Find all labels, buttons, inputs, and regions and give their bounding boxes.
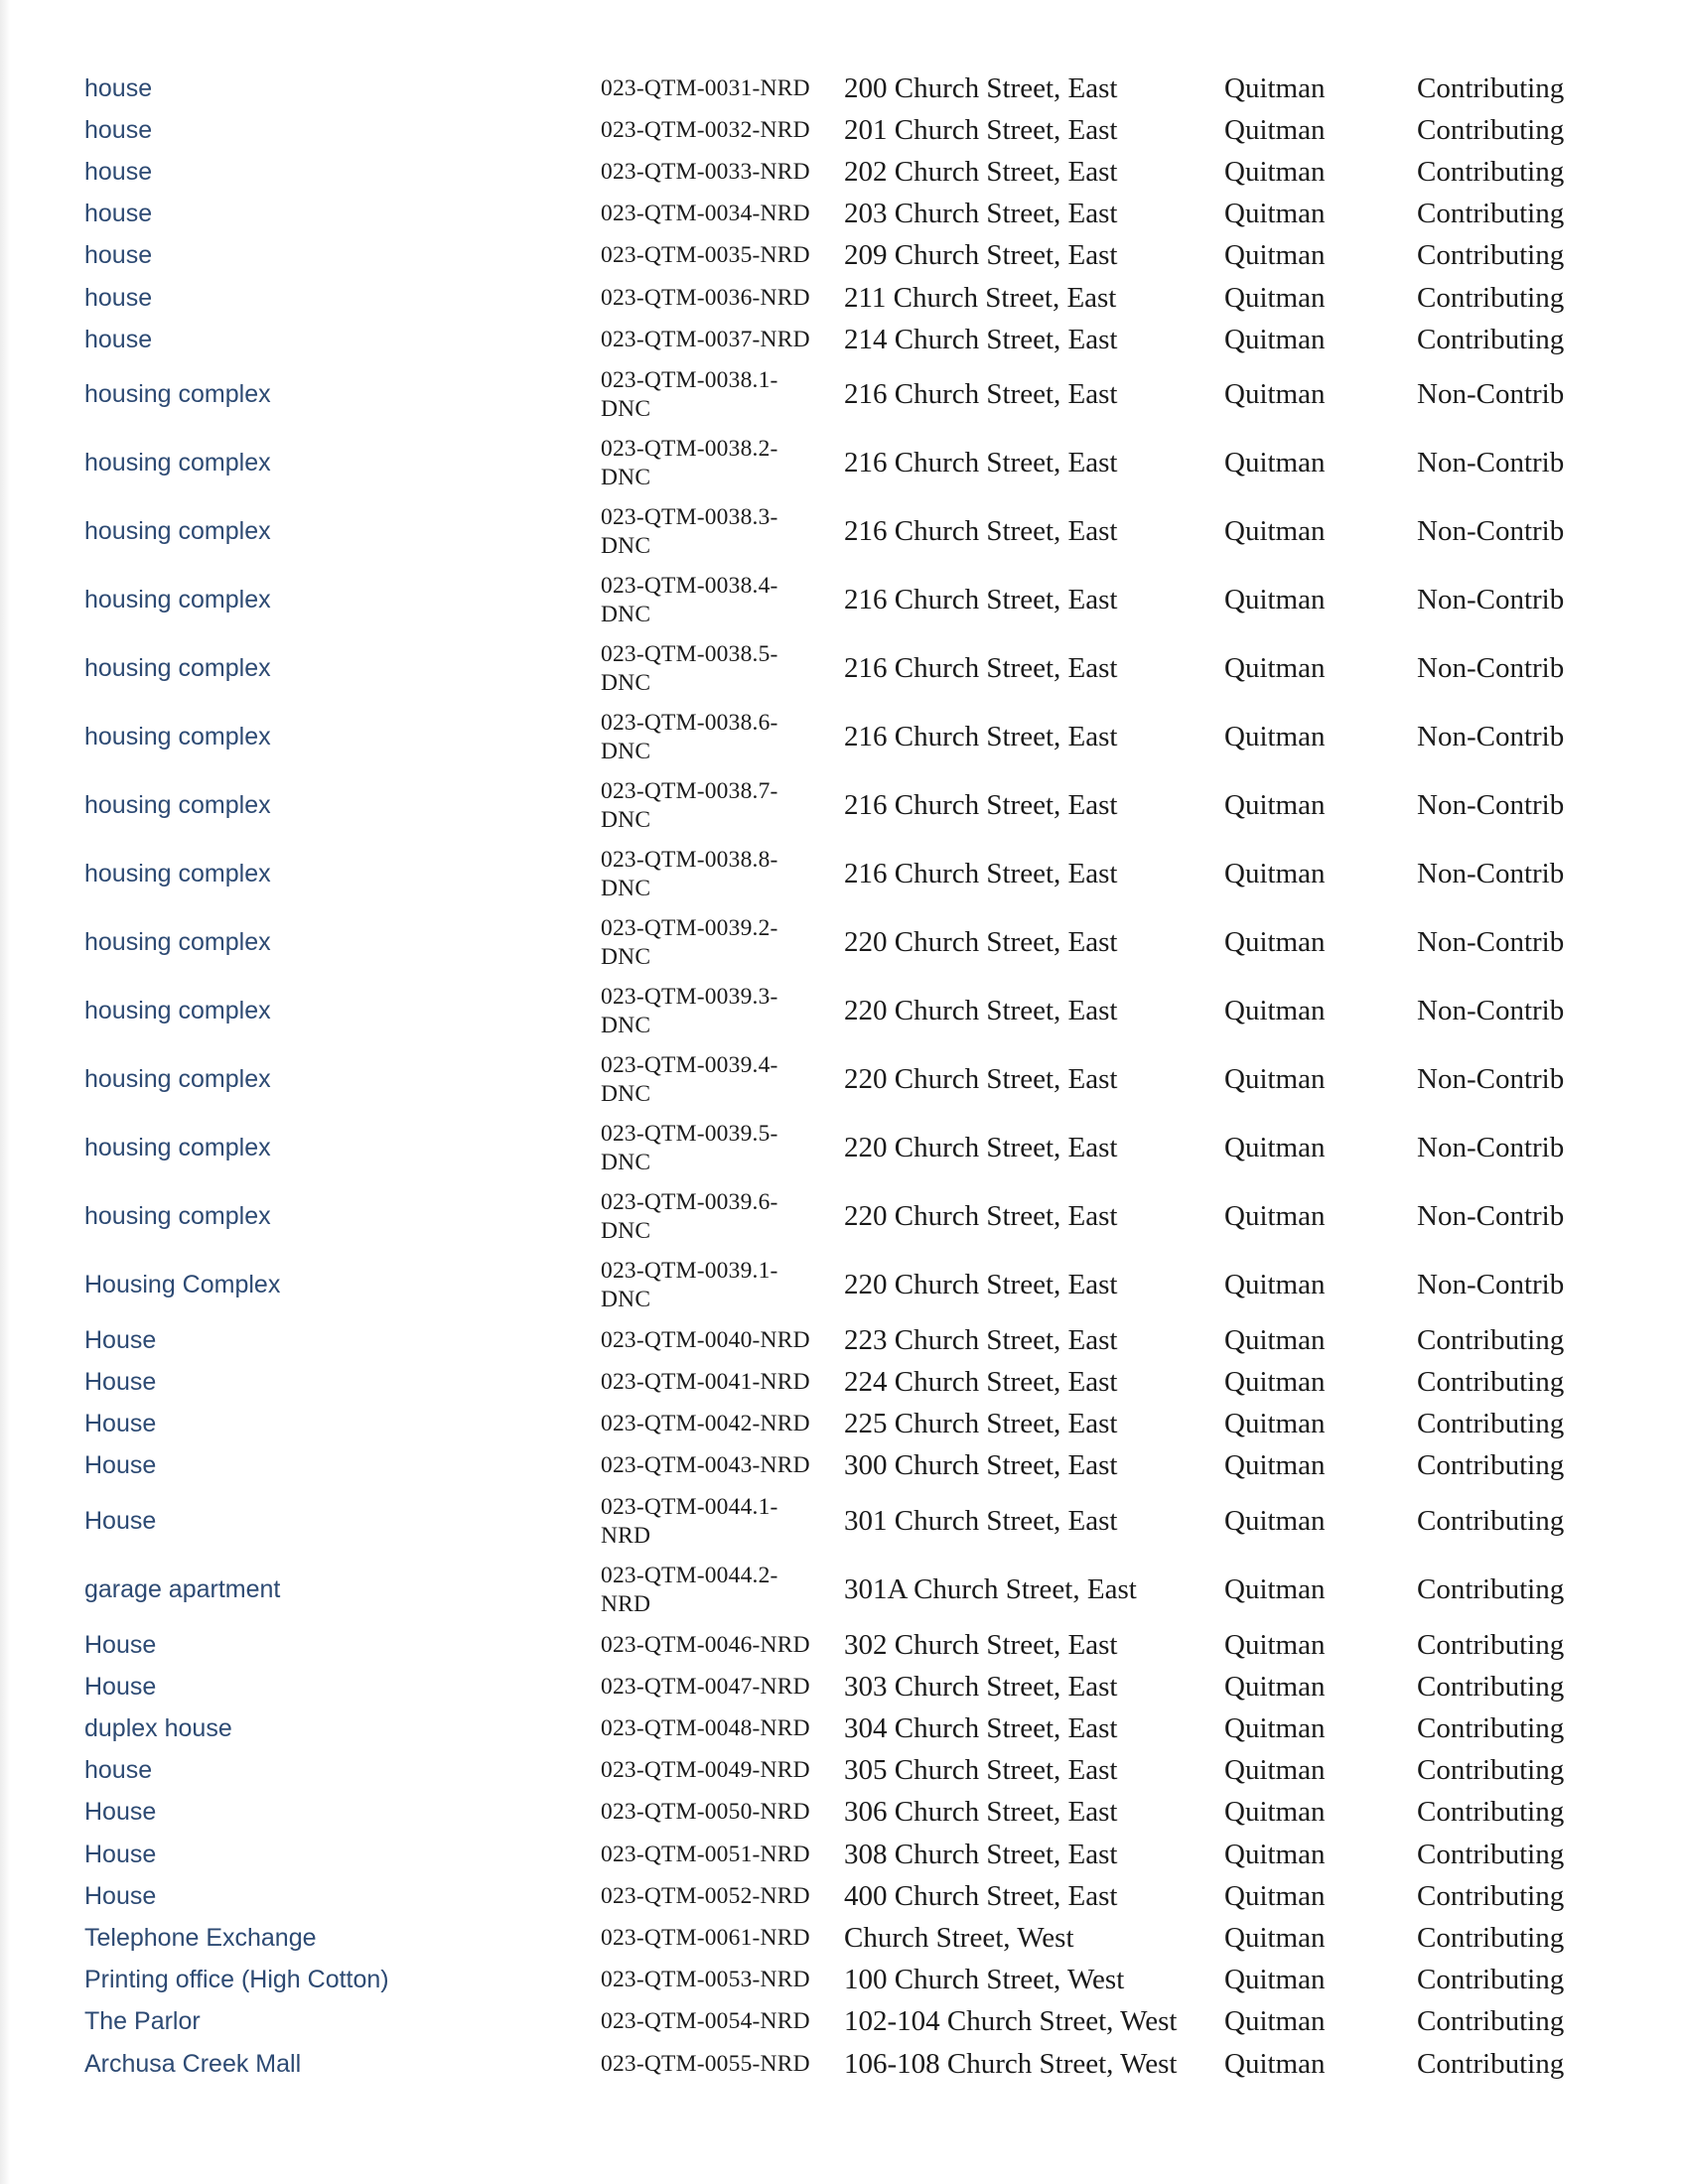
table-row (0, 68, 1688, 109)
status-cell: Non-Contrib (1417, 1200, 1565, 1233)
city-cell: Quitman (1224, 113, 1326, 146)
resource-type-cell: Telephone Exchange (84, 1923, 317, 1952)
city-cell: Quitman (1224, 1628, 1326, 1661)
resource-id-cell: 023-QTM-0061-NRD (601, 1924, 810, 1951)
address-cell: 302 Church Street, East (844, 1628, 1118, 1661)
table-row (0, 840, 1688, 908)
resource-id-cell: 023-QTM-0047-NRD (601, 1673, 810, 1700)
resource-id-cell: 023-QTM-0046-NRD (601, 1631, 810, 1658)
address-cell: 214 Church Street, East (844, 323, 1118, 355)
table-row (0, 1445, 1688, 1487)
address-cell: 106-108 Church Street, West (844, 2047, 1178, 2080)
resource-type-cell: House (84, 1368, 157, 1397)
city-cell: Quitman (1224, 378, 1326, 411)
address-cell: 300 Church Street, East (844, 1449, 1118, 1482)
status-cell: Contributing (1417, 1838, 1565, 1870)
resource-type-cell: housing complex (84, 997, 271, 1025)
table-row (0, 1707, 1688, 1749)
resource-type-cell: house (84, 241, 153, 270)
status-cell: Non-Contrib (1417, 789, 1565, 822)
address-cell: 308 Church Street, East (844, 1838, 1118, 1870)
address-cell: 211 Church Street, East (844, 281, 1117, 314)
address-cell: 223 Church Street, East (844, 1323, 1118, 1356)
table-row (0, 194, 1688, 235)
city-cell: Quitman (1224, 1670, 1326, 1703)
status-cell: Non-Contrib (1417, 378, 1565, 411)
city-cell: Quitman (1224, 1838, 1326, 1870)
table-row (0, 703, 1688, 771)
table-row (0, 1875, 1688, 1917)
status-cell: Contributing (1417, 1449, 1565, 1482)
city-cell: Quitman (1224, 1366, 1326, 1399)
resource-id-cell: 023-QTM-0031-NRD (601, 74, 810, 101)
city-cell: Quitman (1224, 71, 1326, 104)
table-row (0, 360, 1688, 429)
resource-id-cell: 023-QTM-0048-NRD (601, 1715, 810, 1742)
resource-type-cell: housing complex (84, 517, 271, 546)
resource-id-cell: 023-QTM-0038.8-DNC (601, 846, 778, 901)
resource-type-cell: Printing office (High Cotton) (84, 1966, 389, 1994)
resource-type-cell: Housing Complex (84, 1271, 281, 1299)
resource-id-cell: 023-QTM-0032-NRD (601, 116, 810, 143)
table-row (0, 1362, 1688, 1404)
resource-type-cell: House (84, 1507, 157, 1536)
resource-type-cell: housing complex (84, 380, 271, 409)
resource-type-cell: housing complex (84, 860, 271, 888)
table-row (0, 1251, 1688, 1319)
resource-id-cell: 023-QTM-0049-NRD (601, 1757, 810, 1784)
table-row (0, 1792, 1688, 1834)
city-cell: Quitman (1224, 652, 1326, 685)
address-cell: 400 Church Street, East (844, 1879, 1118, 1912)
resource-type-cell: House (84, 1672, 157, 1701)
status-cell: Contributing (1417, 1628, 1565, 1661)
city-cell: Quitman (1224, 1754, 1326, 1787)
table-row (0, 1834, 1688, 1875)
address-cell: 216 Church Street, East (844, 721, 1118, 753)
city-cell: Quitman (1224, 584, 1326, 616)
resource-id-cell: 023-QTM-0039.6-DNC (601, 1188, 778, 1244)
address-cell: 220 Church Street, East (844, 995, 1118, 1027)
resource-id-cell: 023-QTM-0039.4-DNC (601, 1051, 778, 1107)
table-row (0, 319, 1688, 360)
address-cell: 301 Church Street, East (844, 1505, 1118, 1538)
resource-type-cell: house (84, 115, 153, 144)
address-cell: 216 Church Street, East (844, 515, 1118, 548)
address-cell: 202 Church Street, East (844, 155, 1118, 188)
status-cell: Contributing (1417, 1964, 1565, 1996)
table-row (0, 2001, 1688, 2043)
table-row (0, 1114, 1688, 1182)
resource-id-cell: 023-QTM-0037-NRD (601, 326, 810, 352)
address-cell: Church Street, West (844, 1921, 1074, 1954)
resource-id-cell: 023-QTM-0038.2-DNC (601, 435, 778, 490)
city-cell: Quitman (1224, 198, 1326, 230)
city-cell: Quitman (1224, 995, 1326, 1027)
status-cell: Contributing (1417, 1670, 1565, 1703)
city-cell: Quitman (1224, 721, 1326, 753)
resource-type-cell: housing complex (84, 586, 271, 614)
resource-id-cell: 023-QTM-0039.1-DNC (601, 1257, 778, 1312)
table-row (0, 1917, 1688, 1959)
city-cell: Quitman (1224, 1063, 1326, 1096)
city-cell: Quitman (1224, 1964, 1326, 1996)
address-cell: 100 Church Street, West (844, 1964, 1125, 1996)
resource-table (0, 68, 1688, 2085)
resource-id-cell: 023-QTM-0035-NRD (601, 242, 810, 269)
resource-id-cell: 023-QTM-0042-NRD (601, 1411, 810, 1437)
resource-id-cell: 023-QTM-0050-NRD (601, 1799, 810, 1826)
status-cell: Non-Contrib (1417, 584, 1565, 616)
city-cell: Quitman (1224, 447, 1326, 479)
resource-type-cell: housing complex (84, 1134, 271, 1162)
city-cell: Quitman (1224, 1505, 1326, 1538)
resource-type-cell: House (84, 1410, 157, 1438)
resource-id-cell: 023-QTM-0033-NRD (601, 158, 810, 185)
resource-id-cell: 023-QTM-0053-NRD (601, 1967, 810, 1993)
status-cell: Non-Contrib (1417, 926, 1565, 959)
resource-id-cell: 023-QTM-0044.1-NRD (601, 1493, 778, 1549)
city-cell: Quitman (1224, 323, 1326, 355)
resource-type-cell: house (84, 1756, 153, 1785)
city-cell: Quitman (1224, 1408, 1326, 1440)
resource-id-cell: 023-QTM-0038.3-DNC (601, 503, 778, 559)
status-cell: Non-Contrib (1417, 858, 1565, 890)
city-cell: Quitman (1224, 926, 1326, 959)
status-cell: Contributing (1417, 198, 1565, 230)
address-cell: 216 Church Street, East (844, 652, 1118, 685)
address-cell: 102-104 Church Street, West (844, 2005, 1178, 2038)
address-cell: 203 Church Street, East (844, 198, 1118, 230)
resource-id-cell: 023-QTM-0040-NRD (601, 1326, 810, 1353)
status-cell: Contributing (1417, 281, 1565, 314)
resource-id-cell: 023-QTM-0039.3-DNC (601, 983, 778, 1038)
table-row (0, 634, 1688, 703)
address-cell: 301A Church Street, East (844, 1573, 1137, 1606)
resource-type-cell: house (84, 73, 153, 102)
status-cell: Non-Contrib (1417, 1269, 1565, 1301)
status-cell: Contributing (1417, 2047, 1565, 2080)
resource-type-cell: House (84, 1630, 157, 1659)
resource-id-cell: 023-QTM-0043-NRD (601, 1452, 810, 1479)
resource-type-cell: The Parlor (84, 2007, 201, 2036)
address-cell: 209 Church Street, East (844, 239, 1118, 272)
resource-id-cell: 023-QTM-0034-NRD (601, 201, 810, 227)
resource-type-cell: housing complex (84, 1065, 271, 1094)
address-cell: 216 Church Street, East (844, 447, 1118, 479)
address-cell: 220 Church Street, East (844, 926, 1118, 959)
address-cell: 220 Church Street, East (844, 1269, 1118, 1301)
status-cell: Contributing (1417, 2005, 1565, 2038)
status-cell: Non-Contrib (1417, 1132, 1565, 1164)
address-cell: 306 Church Street, East (844, 1796, 1118, 1829)
status-cell: Contributing (1417, 71, 1565, 104)
address-cell: 220 Church Street, East (844, 1200, 1118, 1233)
status-cell: Contributing (1417, 1323, 1565, 1356)
table-row (0, 1750, 1688, 1792)
address-cell: 303 Church Street, East (844, 1670, 1118, 1703)
city-cell: Quitman (1224, 281, 1326, 314)
address-cell: 225 Church Street, East (844, 1408, 1118, 1440)
city-cell: Quitman (1224, 2047, 1326, 2080)
address-cell: 220 Church Street, East (844, 1132, 1118, 1164)
city-cell: Quitman (1224, 1269, 1326, 1301)
resource-id-cell: 023-QTM-0038.7-DNC (601, 777, 778, 833)
address-cell: 200 Church Street, East (844, 71, 1118, 104)
resource-id-cell: 023-QTM-0051-NRD (601, 1841, 810, 1867)
resource-type-cell: House (84, 1325, 157, 1354)
resource-type-cell: housing complex (84, 449, 271, 478)
resource-type-cell: duplex house (84, 1714, 232, 1743)
address-cell: 216 Church Street, East (844, 789, 1118, 822)
city-cell: Quitman (1224, 1132, 1326, 1164)
city-cell: Quitman (1224, 1796, 1326, 1829)
address-cell: 305 Church Street, East (844, 1754, 1118, 1787)
status-cell: Non-Contrib (1417, 515, 1565, 548)
table-row (0, 1556, 1688, 1624)
resource-type-cell: housing complex (84, 928, 271, 957)
table-row (0, 151, 1688, 193)
resource-id-cell: 023-QTM-0055-NRD (601, 2050, 810, 2077)
table-row (0, 497, 1688, 566)
resource-id-cell: 023-QTM-0036-NRD (601, 284, 810, 311)
city-cell: Quitman (1224, 1449, 1326, 1482)
table-row (0, 1960, 1688, 2001)
resource-id-cell: 023-QTM-0039.5-DNC (601, 1120, 778, 1175)
address-cell: 220 Church Street, East (844, 1063, 1118, 1096)
table-row (0, 1182, 1688, 1251)
city-cell: Quitman (1224, 1921, 1326, 1954)
resource-type-cell: garage apartment (84, 1575, 281, 1604)
city-cell: Quitman (1224, 789, 1326, 822)
city-cell: Quitman (1224, 515, 1326, 548)
city-cell: Quitman (1224, 1712, 1326, 1745)
status-cell: Contributing (1417, 113, 1565, 146)
resource-type-cell: House (84, 1798, 157, 1827)
table-row (0, 1045, 1688, 1114)
status-cell: Non-Contrib (1417, 447, 1565, 479)
resource-type-cell: housing complex (84, 791, 271, 820)
resource-id-cell: 023-QTM-0041-NRD (601, 1369, 810, 1396)
status-cell: Contributing (1417, 1573, 1565, 1606)
status-cell: Contributing (1417, 1712, 1565, 1745)
city-cell: Quitman (1224, 1323, 1326, 1356)
status-cell: Non-Contrib (1417, 995, 1565, 1027)
resource-type-cell: Archusa Creek Mall (84, 2049, 302, 2078)
address-cell: 201 Church Street, East (844, 113, 1118, 146)
status-cell: Contributing (1417, 323, 1565, 355)
status-cell: Contributing (1417, 1408, 1565, 1440)
table-row (0, 2043, 1688, 2085)
status-cell: Contributing (1417, 155, 1565, 188)
resource-type-cell: house (84, 325, 153, 353)
resource-id-cell: 023-QTM-0038.6-DNC (601, 709, 778, 764)
city-cell: Quitman (1224, 2005, 1326, 2038)
status-cell: Contributing (1417, 1754, 1565, 1787)
table-row (0, 109, 1688, 151)
resource-type-cell: housing complex (84, 723, 271, 751)
table-row (0, 566, 1688, 634)
table-row (0, 277, 1688, 319)
table-row (0, 235, 1688, 277)
status-cell: Contributing (1417, 239, 1565, 272)
city-cell: Quitman (1224, 155, 1326, 188)
status-cell: Non-Contrib (1417, 1063, 1565, 1096)
table-row (0, 1666, 1688, 1707)
address-cell: 216 Church Street, East (844, 858, 1118, 890)
address-cell: 304 Church Street, East (844, 1712, 1118, 1745)
address-cell: 216 Church Street, East (844, 378, 1118, 411)
city-cell: Quitman (1224, 858, 1326, 890)
table-row (0, 1487, 1688, 1556)
resource-id-cell: 023-QTM-0044.2-NRD (601, 1562, 778, 1617)
table-row (0, 1624, 1688, 1666)
table-row (0, 1319, 1688, 1361)
city-cell: Quitman (1224, 1879, 1326, 1912)
status-cell: Contributing (1417, 1366, 1565, 1399)
status-cell: Contributing (1417, 1921, 1565, 1954)
resource-type-cell: House (84, 1451, 157, 1480)
city-cell: Quitman (1224, 1573, 1326, 1606)
address-cell: 224 Church Street, East (844, 1366, 1118, 1399)
resource-type-cell: housing complex (84, 1202, 271, 1231)
resource-id-cell: 023-QTM-0054-NRD (601, 2008, 810, 2035)
resource-type-cell: House (84, 1840, 157, 1868)
status-cell: Non-Contrib (1417, 721, 1565, 753)
table-row (0, 771, 1688, 840)
city-cell: Quitman (1224, 1200, 1326, 1233)
table-row (0, 429, 1688, 497)
resource-id-cell: 023-QTM-0038.1-DNC (601, 366, 778, 422)
status-cell: Contributing (1417, 1879, 1565, 1912)
resource-type-cell: house (84, 200, 153, 228)
resource-id-cell: 023-QTM-0038.5-DNC (601, 640, 778, 696)
city-cell: Quitman (1224, 239, 1326, 272)
address-cell: 216 Church Street, East (844, 584, 1118, 616)
status-cell: Non-Contrib (1417, 652, 1565, 685)
table-row (0, 977, 1688, 1045)
status-cell: Contributing (1417, 1796, 1565, 1829)
resource-type-cell: House (84, 1881, 157, 1910)
resource-type-cell: house (84, 283, 153, 312)
table-row (0, 1404, 1688, 1445)
resource-type-cell: housing complex (84, 654, 271, 683)
resource-id-cell: 023-QTM-0038.4-DNC (601, 572, 778, 627)
resource-type-cell: house (84, 157, 153, 186)
status-cell: Contributing (1417, 1505, 1565, 1538)
resource-id-cell: 023-QTM-0052-NRD (601, 1882, 810, 1909)
resource-id-cell: 023-QTM-0039.2-DNC (601, 914, 778, 970)
table-row (0, 908, 1688, 977)
